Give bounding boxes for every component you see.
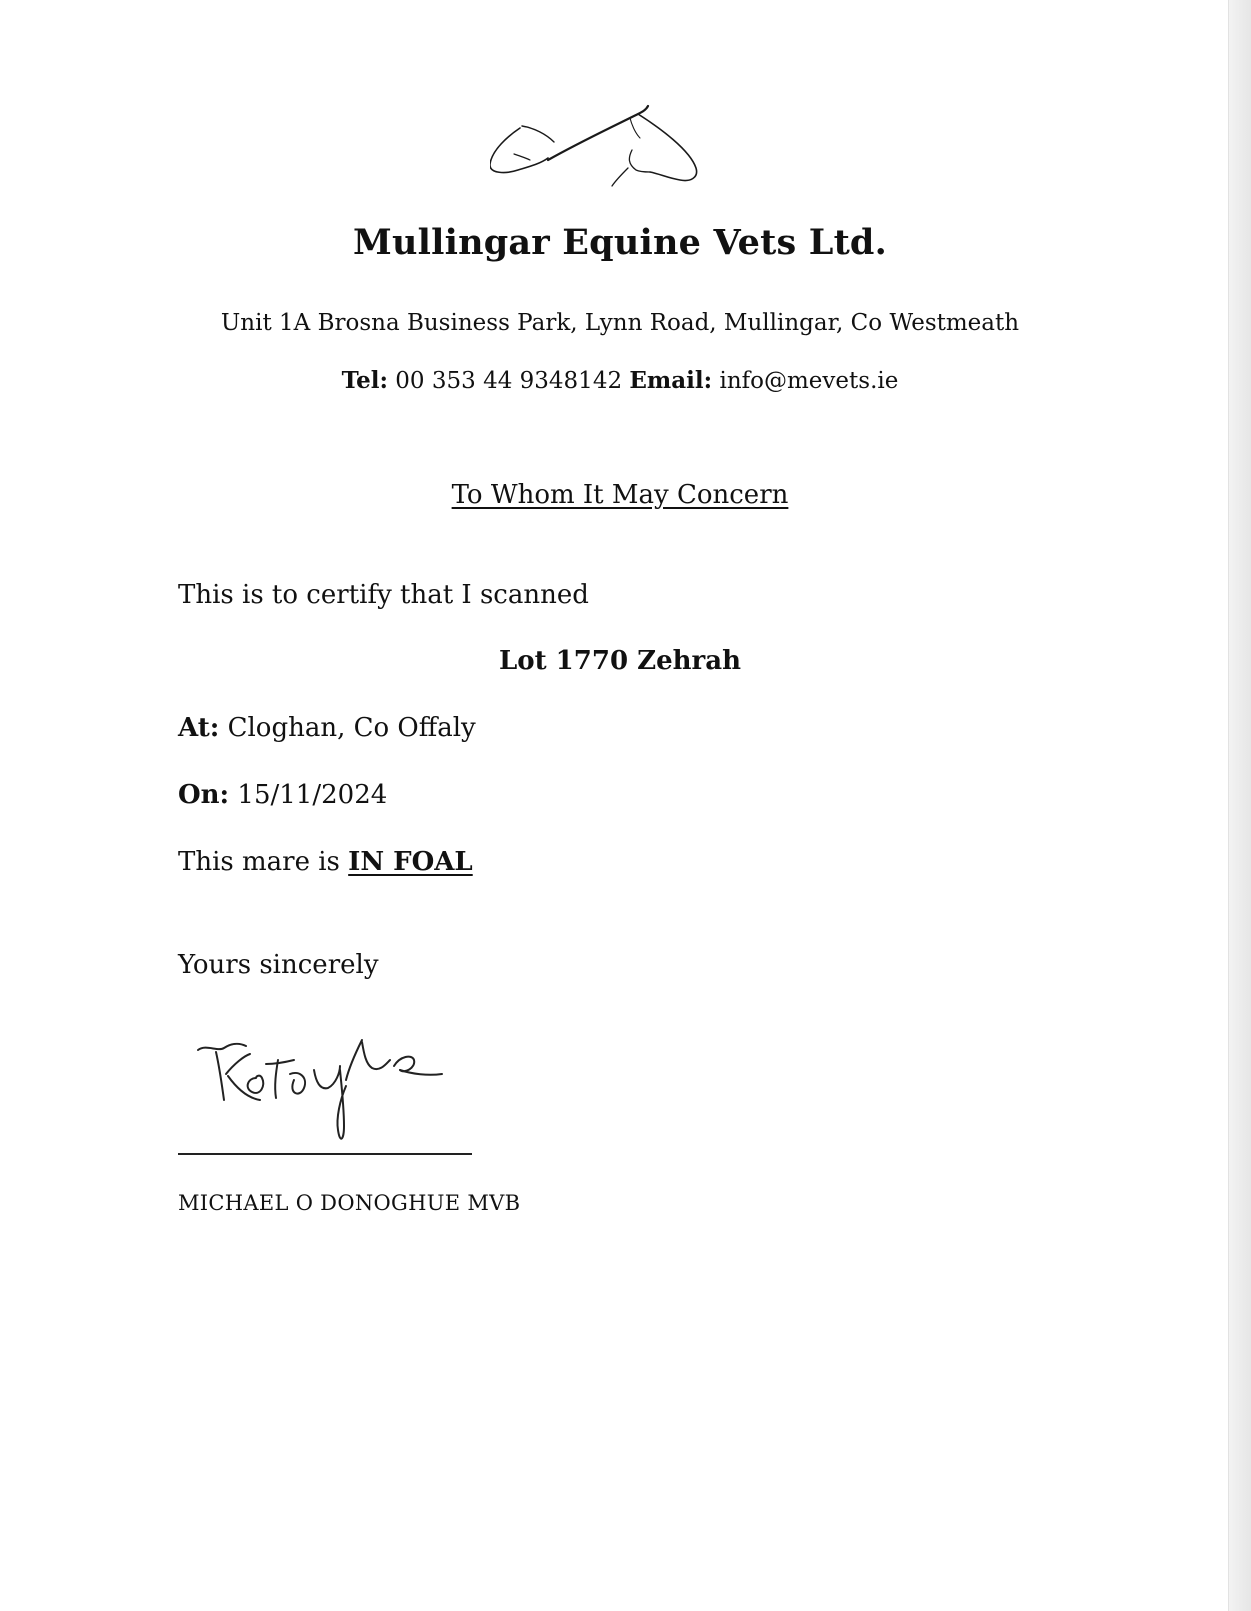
at-value: Cloghan, Co Offaly	[227, 713, 476, 743]
at-label: At:	[178, 713, 220, 743]
mare-status: IN FOAL	[348, 847, 473, 877]
tel-label: Tel:	[341, 367, 388, 394]
email-label: Email:	[629, 367, 713, 394]
closing: Yours sincerely	[178, 950, 379, 980]
handwritten-signature-icon	[190, 1030, 460, 1150]
salutation: To Whom It May Concern	[451, 480, 789, 510]
mare-prefix: This mare is	[178, 847, 340, 877]
certify-text: This is to certify that I scanned	[178, 580, 589, 610]
company-name: Mullingar Equine Vets Ltd.	[353, 222, 887, 263]
two-horse-heads-logo-icon	[490, 98, 718, 194]
lot-name: Lot 1770 Zehrah	[499, 646, 741, 676]
on-value: 15/11/2024	[237, 780, 388, 810]
location-line	[178, 713, 476, 743]
email-value: info@mevets.ie	[719, 368, 899, 394]
signatory-name: MICHAEL O DONOGHUE MVB	[178, 1191, 521, 1215]
signature-line	[178, 1153, 472, 1155]
tel-value: 00 353 44 9348142	[395, 368, 623, 394]
on-label: On:	[178, 780, 230, 810]
mare-status-line	[178, 847, 473, 877]
company-address: Unit 1A Brosna Business Park, Lynn Road, Mullingar, Co Westmeath	[220, 310, 1020, 336]
date-line	[178, 780, 387, 810]
contact-line	[0, 367, 1240, 394]
